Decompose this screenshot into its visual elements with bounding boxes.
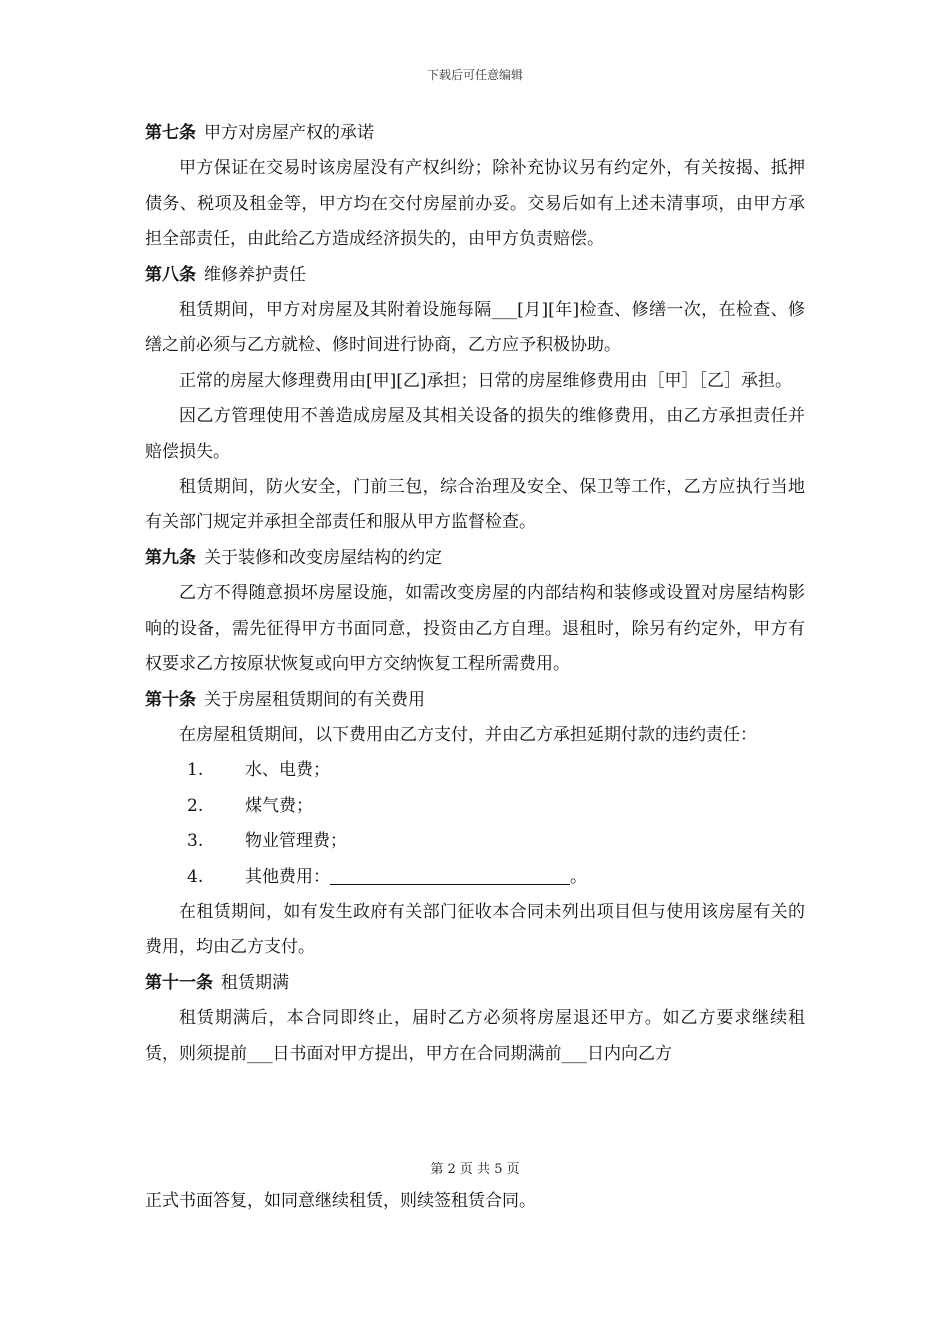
article-title: 维修养护责任 [204, 264, 306, 285]
fee-list-item [145, 824, 805, 859]
article-title: 甲方对房屋产权的承诺 [204, 123, 374, 143]
list-text: 水、电费； [245, 760, 330, 781]
article-9-heading [145, 541, 805, 576]
list-text: 其他费用： [245, 866, 330, 887]
article-8-paragraph: 因乙方管理使用不善造成房屋及其相关设备的损失的维修费用，由乙方承担责任并赔偿损失。 [145, 406, 805, 462]
article-7-heading [145, 116, 805, 151]
page-number-footer: 第 2 页 共 5 页 [430, 1162, 520, 1177]
article-title: 关于装修和改变房屋结构的约定 [204, 547, 442, 568]
list-end-punct: 。 [570, 866, 587, 887]
list-number: 2. [187, 795, 204, 816]
list-number: 3. [187, 831, 204, 852]
article-number: 第十一条 [145, 972, 213, 993]
article-8-paragraph: 正常的房屋大修理费用由[甲][乙]承担；日常的房屋维修费用由［甲］［乙］承担。 [179, 370, 793, 391]
list-number: 1. [187, 760, 204, 781]
article-number: 第八条 [145, 264, 196, 285]
article-number: 第十条 [145, 689, 196, 710]
article-7-paragraph: 甲方保证在交易时该房屋没有产权纠纷；除补充协议另有约定外，有关按揭、抵押债务、税项及租金等，甲方均在交付房屋前办妥。交易后如有上述未清事项，由甲方承担全部责任，由此给乙方造成经济损失的，由甲方负责赔偿。 [145, 158, 805, 250]
article-title: 租赁期满 [221, 972, 289, 993]
list-text: 煤气费； [245, 795, 313, 816]
article-8-paragraph: 租赁期间，防火安全，门前三包，综合治理及安全、保卫等工作，乙方应执行当地有关部门规定并承担全部责任和服从甲方监督检查。 [145, 477, 805, 533]
article-title: 关于房屋租赁期间的有关费用 [204, 689, 425, 710]
article-10-heading [145, 683, 805, 718]
list-text: 物业管理费； [245, 831, 347, 852]
article-number: 第七条 [145, 123, 196, 143]
continuation-text: 正式书面答复，如同意继续租赁，则续签租赁合同。 [145, 1191, 536, 1211]
fill-in-blank [330, 866, 570, 885]
article-11-heading [145, 966, 805, 1001]
document-body [145, 116, 805, 1072]
fee-list-item [145, 753, 805, 788]
article-9-paragraph: 乙方不得随意损坏房屋设施，如需改变房屋的内部结构和装修或设置对房屋结构影响的设备，需先征得甲方书面同意，投资由乙方自理。退租时，除另有约定外，甲方有权要求乙方按原状恢复或向甲方交纳恢复工程所需费用。 [145, 583, 805, 675]
article-11-paragraph: 租赁期满后，本合同即终止，届时乙方必须将房屋退还甲方。如乙方要求继续租赁，则须提前___日书面对甲方提出，甲方在合同期满前___日内向乙方 [145, 1008, 805, 1064]
list-number: 4. [187, 866, 204, 887]
article-number: 第九条 [145, 547, 196, 568]
fee-list-item [145, 860, 805, 895]
article-10-intro: 在房屋租赁期间，以下费用由乙方支付，并由乙方承担延期付款的违约责任： [179, 724, 757, 745]
article-8-paragraph: 租赁期间，甲方对房屋及其附着设施每隔___[月][年]检查、修缮一次，在检查、修缮之前必须与乙方就检、修时间进行协商，乙方应予积极协助。 [145, 300, 805, 356]
page-header-note: 下载后可任意编辑 [426, 68, 523, 82]
fee-list-item [145, 789, 805, 824]
article-10-outro: 在租赁期间，如有发生政府有关部门征收本合同未列出项目但与使用该房屋有关的费用，均由乙方支付。 [145, 901, 805, 958]
article-8-heading [145, 258, 805, 293]
